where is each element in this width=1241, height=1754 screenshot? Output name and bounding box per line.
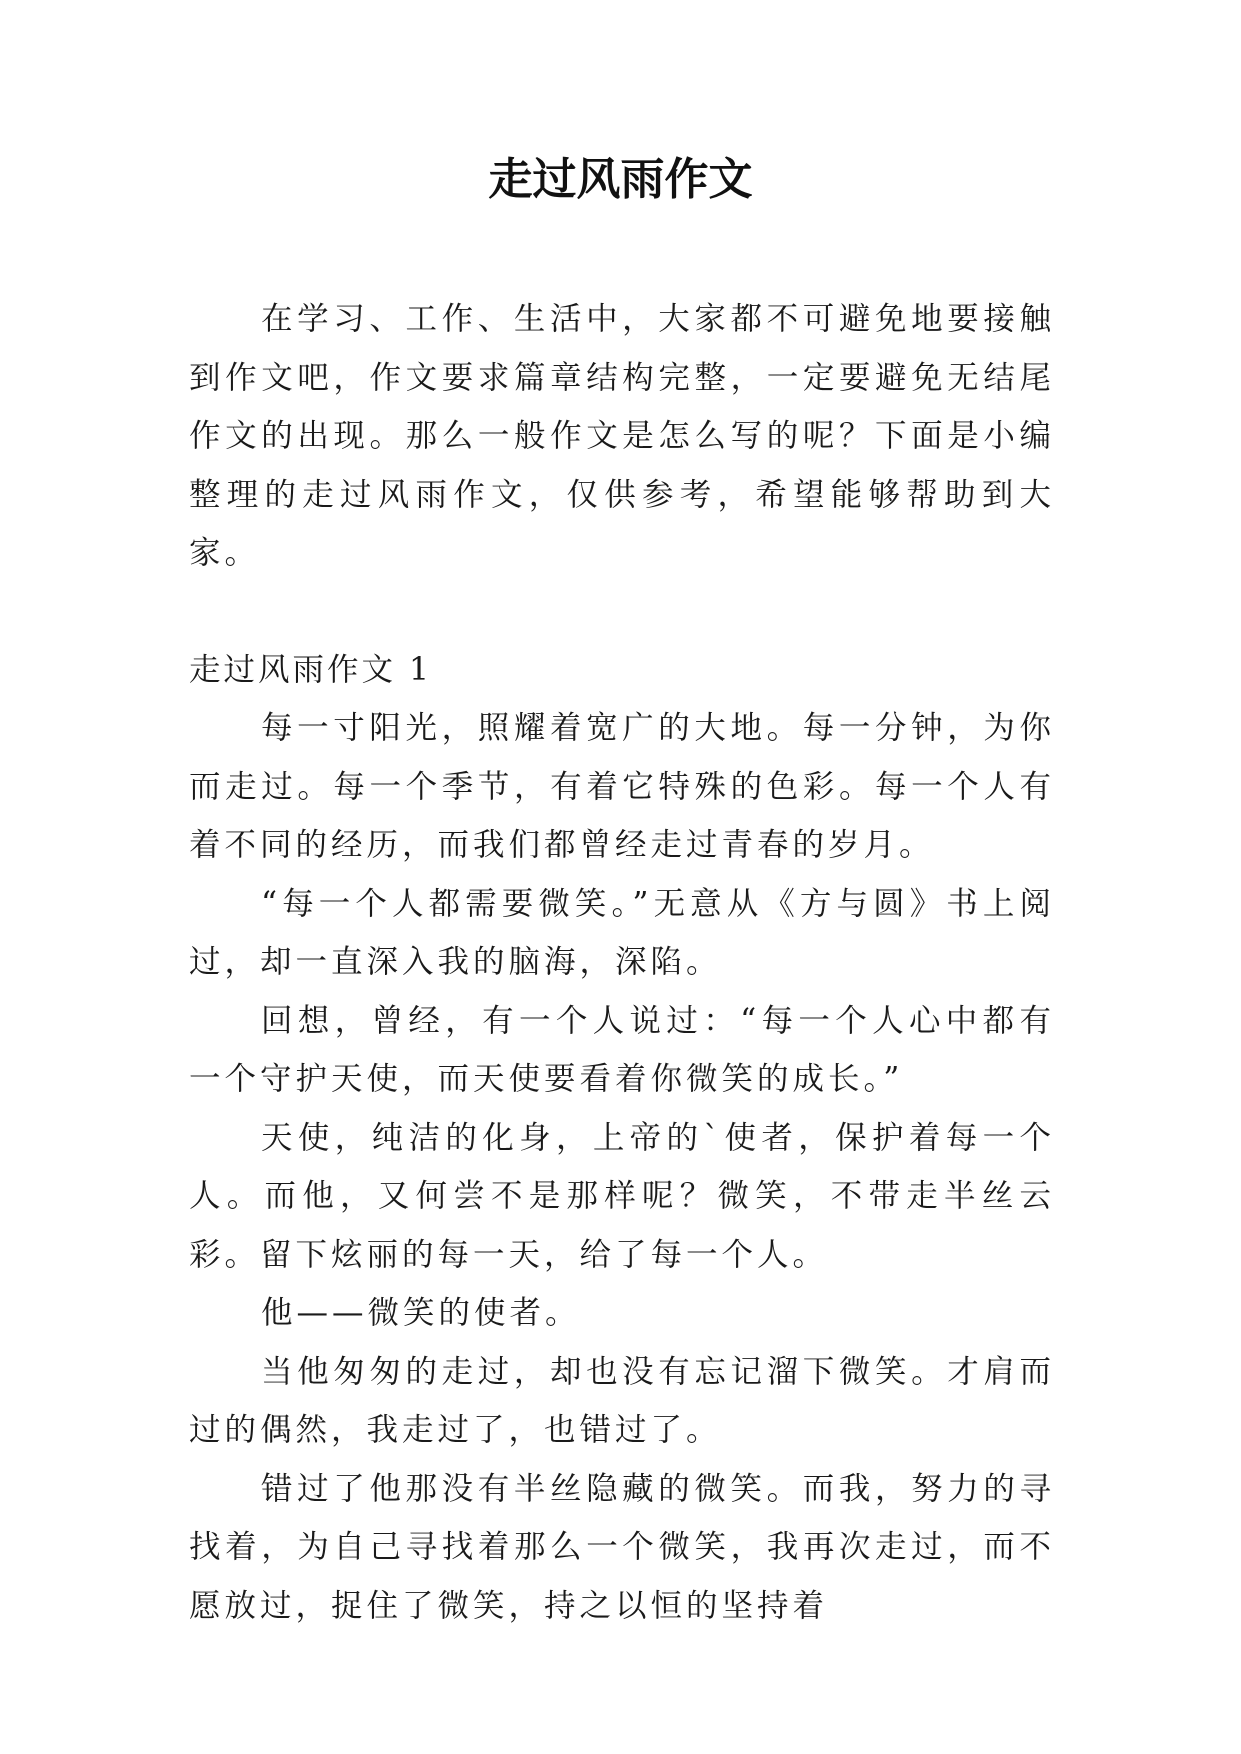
essay-paragraph: 他——微笑的使者。 [261, 1295, 581, 1331]
essay-paragraph: 天使，纯洁的化身，上帝的`使者，保护着每一个人。而他，又何尝不是那样呢？微笑，不带走半丝云彩。留下炫丽的每一天，给了每一个人。 [189, 1119, 1055, 1273]
essay-paragraph: “每一个人都需要微笑。”无意从《方与圆》书上阅过，却一直深入我的脑海，深陷。 [189, 885, 1055, 980]
essay-paragraph: 当他匆匆的走过，却也没有忘记溜下微笑。才肩而过的偶然，我走过了，也错过了。 [189, 1353, 1055, 1448]
document-title: 走过风雨作文 [488, 154, 753, 205]
document-body [189, 290, 1055, 1635]
intro-paragraph: 在学习、工作、生活中，大家都不可避免地要接触到作文吧，作文要求篇章结构完整，一定要避免无结尾作文的出现。那么一般作文是怎么写的呢？下面是小编整理的走过风雨作文，仅供参考，希望能够帮助到大家。 [189, 301, 1055, 571]
essay-paragraph: 回想，曾经，有一个人说过：“每一个人心中都有一个守护天使，而天使要看着你微笑的成长。” [189, 1002, 1055, 1097]
essay-paragraph: 每一寸阳光，照耀着宽广的大地。每一分钟，为你而走过。每一个季节，有着它特殊的色彩。每一个人有着不同的经历，而我们都曾经走过青春的岁月。 [189, 710, 1055, 863]
essay-paragraphs [189, 699, 1055, 1635]
section-heading: 走过风雨作文 1 [189, 651, 433, 688]
paragraph-spacer [189, 583, 1055, 641]
essay-paragraph: 错过了他那没有半丝隐藏的微笑。而我，努力的寻找着，为自己寻找着那么一个微笑，我再次走过，而不愿放过，捉住了微笑，持之以恒的坚持着 [189, 1470, 1055, 1624]
